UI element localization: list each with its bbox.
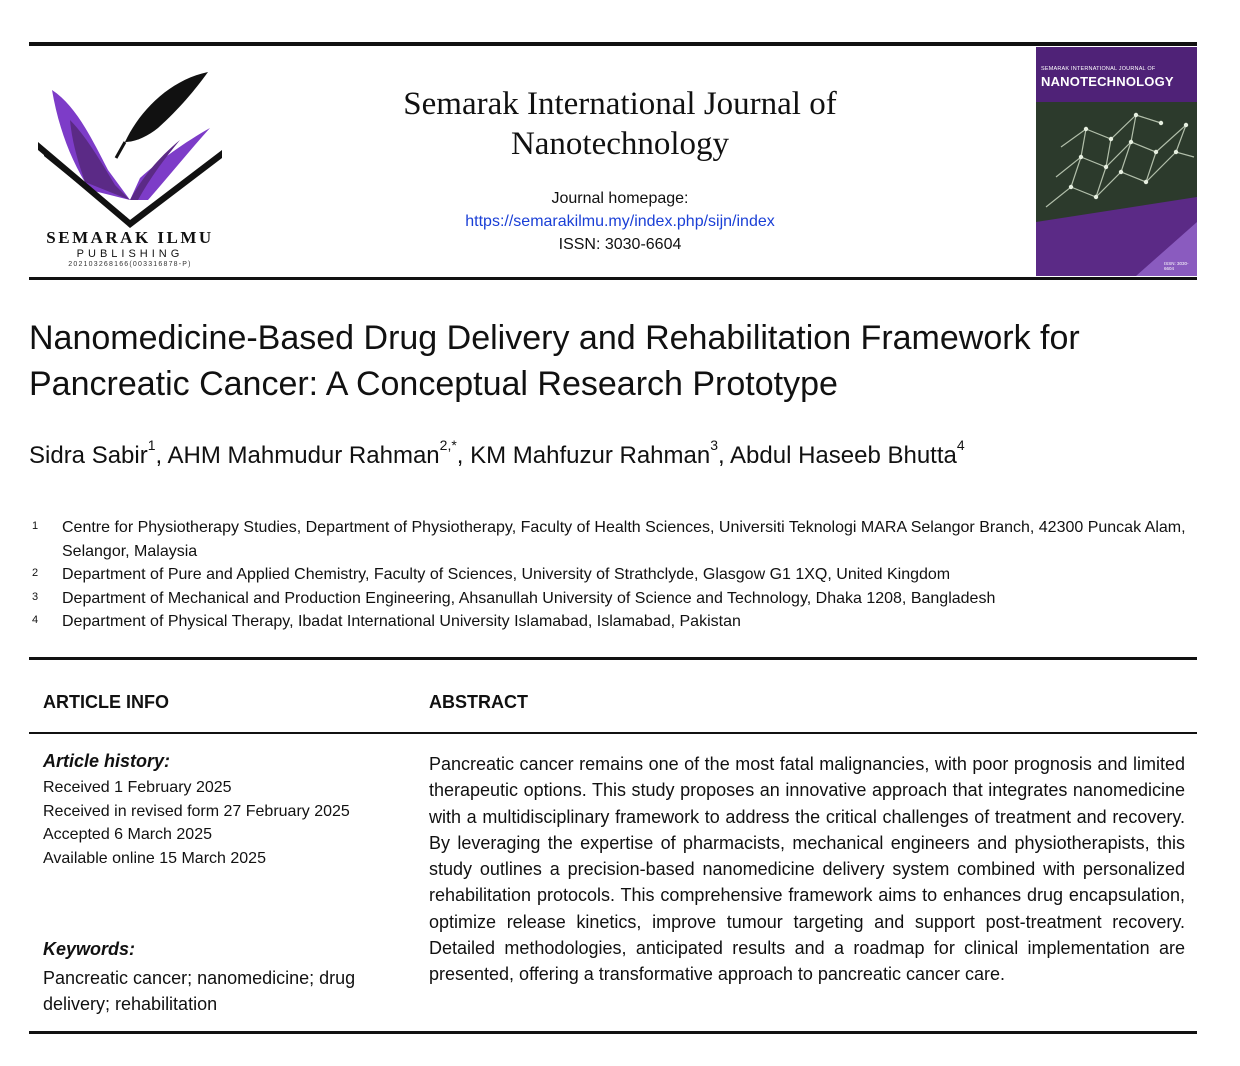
affiliation-text: Department of Physical Therapy, Ibadat International University Islamabad, Islamabad, Pakistan <box>62 613 741 630</box>
author-name: Abdul Haseeb Bhutta <box>730 442 957 469</box>
paper-title-line1: Nanomedicine-Based Drug Delivery and Rehabilitation Framework for <box>29 319 1080 357</box>
header-bottom-rule <box>29 277 1197 280</box>
book-quill-icon <box>30 50 230 230</box>
author-affiliation-mark: 2,* <box>439 437 457 453</box>
author-affiliation-mark: 4 <box>956 437 965 453</box>
publisher-subtitle: PUBLISHING <box>76 248 184 260</box>
author-name: KM Mahfuzur Rahman <box>470 442 711 469</box>
abstract-text: Pancreatic cancer remains one of the most fatal malignancies, with poor prognosis and limited therapeutic options. This study proposes an innovative approach that integrates nanomedicine with a multidisciplinary framework to address the critical challenges of treatment and recovery. By leveraging the expertise of pharmacists, mechanical engineers and physiotherapists, this study outlines a precision-based nanomedicine delivery system combined with personalized rehabilitation protocols. This comprehensive framework aims to enhances drug encapsulation, optimize release kinetics, improve tumour targeting and support post-treatment recovery. Detailed methodologies, anticipated results and a roadmap for clinical implementation are presented, offering a transformative approach to pancreatic cancer care. <box>429 754 1185 985</box>
homepage-label: Journal homepage: <box>551 190 689 207</box>
journal-title <box>370 84 870 164</box>
journal-title-line1: Semarak International Journal of <box>403 86 837 122</box>
issn: ISSN: 3030-6604 <box>558 236 682 253</box>
journal-title-line2: Nanotechnology <box>510 126 730 162</box>
cover-issn: ISSN: 3030-6604 <box>1164 261 1189 271</box>
publisher-registration: 202103268166(003316878-P) <box>68 261 192 268</box>
author-separator: , <box>718 442 731 469</box>
keywords-label: Keywords: <box>43 939 136 959</box>
affiliation-item <box>29 516 1199 563</box>
homepage-link[interactable]: https://semarakilmu.my/index.php/sijn/index <box>465 213 775 230</box>
article-history <box>43 776 350 870</box>
affiliation-text: Department of Mechanical and Production Engineering, Ahsanullah University of Science and Technology, Dhaka 1208, Bangladesh <box>62 589 996 607</box>
article-info-heading: ARTICLE INFO <box>43 692 169 712</box>
author-separator: , <box>456 442 471 469</box>
history-item: Available online 15 March 2025 <box>43 849 266 867</box>
author-separator: , <box>155 442 168 469</box>
cover-title: NANOTECHNOLOGY <box>1041 74 1174 89</box>
section-heading-rule <box>29 732 1197 734</box>
affiliation-item <box>29 610 1199 634</box>
section-bottom-rule <box>29 1031 1197 1034</box>
affiliation-text: Centre for Physiotherapy Studies, Department of Physiotherapy, Faculty of Health Sciences, Universiti Teknologi MARA Selangor Branch, 42300 Puncak Alam, Selangor, Malaysia <box>62 519 1186 560</box>
affiliation-text: Department of Pure and Applied Chemistry, Faculty of Sciences, University of Strathclyde, Glasgow G1 1XQ, United Kingdom <box>62 566 951 583</box>
article-history-label: Article history: <box>43 751 171 771</box>
affiliation-item <box>29 587 1199 611</box>
publisher-name: SEMARAK ILMU <box>46 228 214 247</box>
author-name: Sidra Sabir <box>29 442 148 469</box>
affiliation-number: 4 <box>32 614 39 626</box>
journal-cover <box>1036 47 1197 276</box>
paper-title <box>29 315 1199 407</box>
history-item: Received 1 February 2025 <box>43 779 232 796</box>
author-list <box>29 437 1199 470</box>
history-item: Accepted 6 March 2025 <box>43 826 212 843</box>
keywords: Pancreatic cancer; nanomedicine; drug delivery; rehabilitation <box>43 968 356 1014</box>
abstract-heading: ABSTRACT <box>429 692 528 712</box>
affiliation-item <box>29 563 1199 587</box>
affiliation-number: 2 <box>32 567 39 579</box>
publisher-logo <box>30 50 230 272</box>
history-item: Received in revised form 27 February 2025 <box>43 802 350 820</box>
affiliation-number: 3 <box>32 590 39 603</box>
affiliation-list <box>29 516 1199 634</box>
header-top-rule <box>29 42 1197 46</box>
section-top-rule <box>29 657 1197 660</box>
cover-journal-label: SEMARAK INTERNATIONAL JOURNAL OF <box>1041 66 1156 72</box>
affiliation-number: 1 <box>32 520 39 532</box>
author-affiliation-mark: 3 <box>710 437 719 453</box>
author-affiliation-mark: 1 <box>147 437 156 453</box>
paper-title-line2: Pancreatic Cancer: A Conceptual Research Prototype <box>29 365 838 403</box>
author-name: AHM Mahmudur Rahman <box>167 442 440 469</box>
